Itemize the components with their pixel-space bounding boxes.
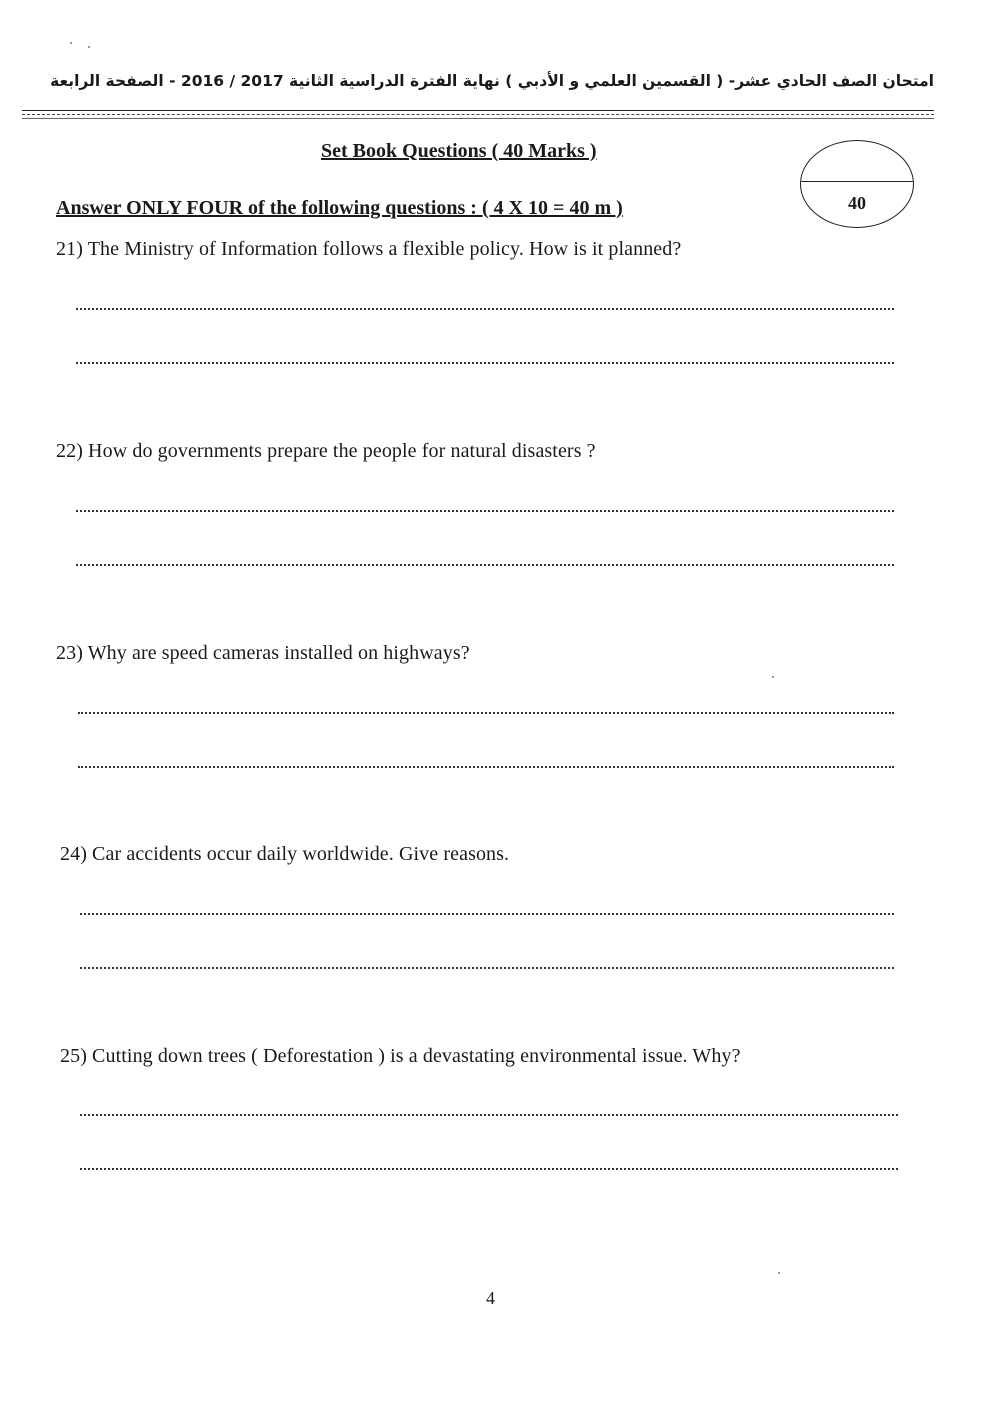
scan-speck xyxy=(88,46,90,48)
scan-speck xyxy=(772,676,774,678)
question-22: 22) How do governments prepare the people for natural disasters ? xyxy=(56,440,596,462)
answer-line[interactable] xyxy=(78,712,894,714)
exam-header-title: امتحان الصف الحادي عشر- ( القسمين العلمي و الأدبي ) نهاية الفترة الدراسية الثانية 2017 / 2016 - الصفحة الرابعة xyxy=(50,72,934,90)
page-number: 4 xyxy=(486,1288,495,1308)
answer-line[interactable] xyxy=(76,564,894,566)
instruction: Answer ONLY FOUR of the following questions : ( 4 X 10 = 40 m ) xyxy=(56,197,623,219)
scan-speck xyxy=(70,42,72,44)
question-24: 24) Car accidents occur daily worldwide. Give reasons. xyxy=(60,843,510,865)
score-total: 40 xyxy=(848,193,866,213)
answer-line[interactable] xyxy=(78,766,894,768)
answer-line[interactable] xyxy=(80,967,894,969)
score-box xyxy=(800,140,914,228)
answer-line[interactable] xyxy=(76,362,894,364)
answer-line[interactable] xyxy=(76,510,894,512)
score-divider xyxy=(801,181,913,182)
section-title: Set Book Questions ( 40 Marks ) xyxy=(321,140,597,162)
question-21: 21) The Ministry of Information follows a flexible policy. How is it planned? xyxy=(56,238,682,260)
answer-line[interactable] xyxy=(80,1114,898,1116)
header-divider xyxy=(22,118,934,119)
question-23: 23) Why are speed cameras installed on highways? xyxy=(56,642,470,664)
header-divider xyxy=(22,110,934,111)
question-25: 25) Cutting down trees ( Deforestation ) is a devastating environmental issue. Why? xyxy=(60,1045,741,1067)
answer-line[interactable] xyxy=(80,1168,898,1170)
header-divider xyxy=(22,114,934,115)
answer-line[interactable] xyxy=(80,913,894,915)
answer-line[interactable] xyxy=(76,308,894,310)
scan-speck xyxy=(778,1272,780,1274)
